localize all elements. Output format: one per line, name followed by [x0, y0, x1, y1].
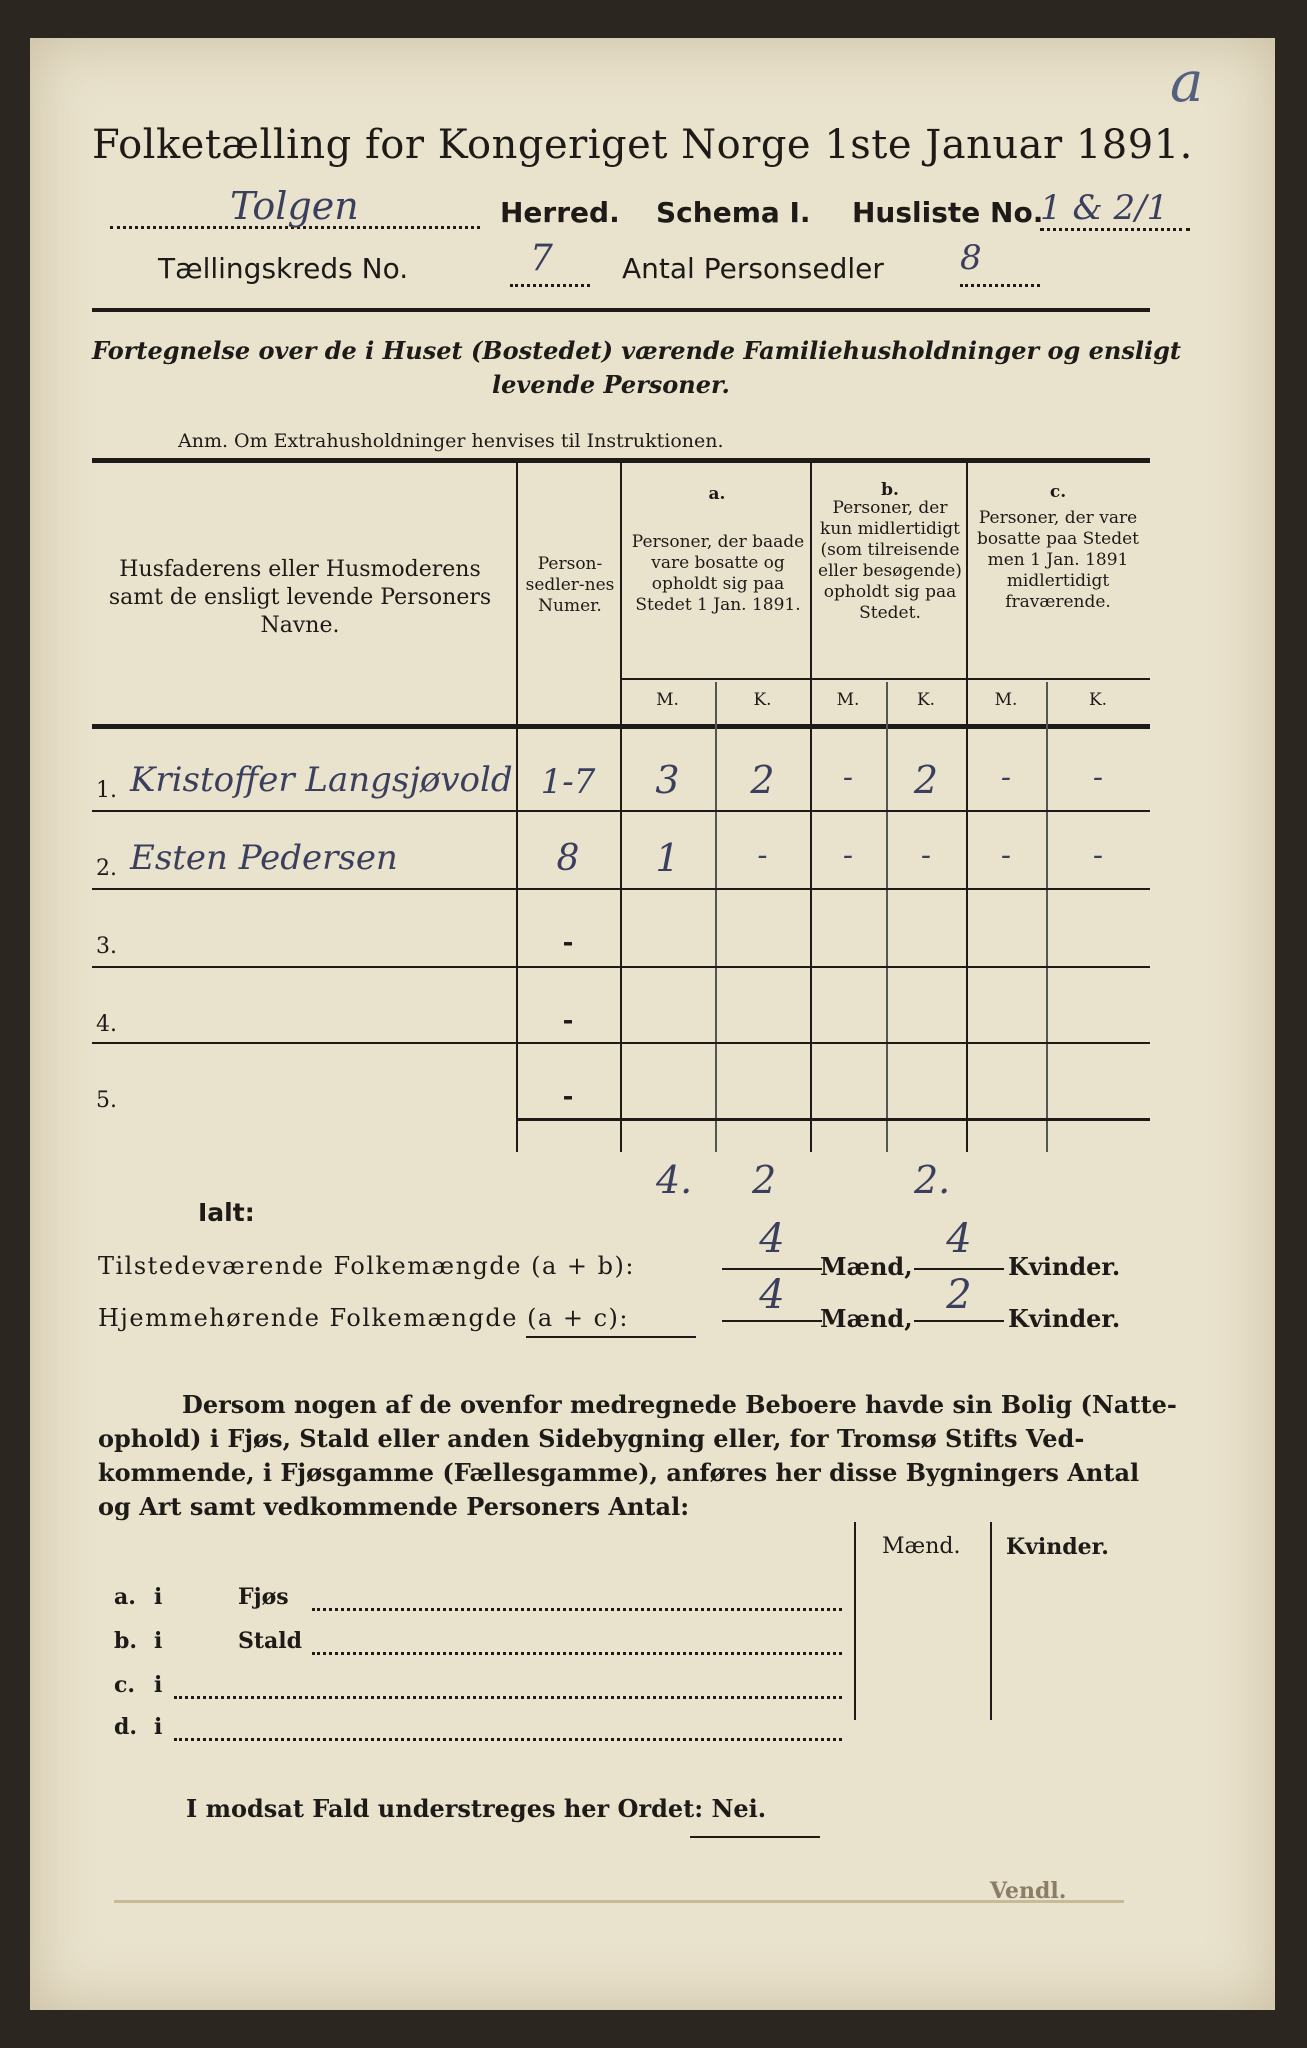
c-m-header: M.: [994, 690, 1018, 710]
mk-divider: [1046, 682, 1048, 1152]
hjemme-kvinder-value: 2: [946, 1272, 972, 1318]
col-c-letter: c.: [1049, 482, 1067, 502]
tilstede-kvinder-line: [914, 1268, 1004, 1270]
mk-divider: [886, 682, 888, 1152]
vend-note: Vendl.: [990, 1878, 1067, 1904]
row-number: 1.: [96, 778, 117, 803]
bolig-item-dots: [312, 1608, 842, 1611]
hjemme-maend-label: Mænd,: [820, 1304, 913, 1333]
bolig-col-divider: [990, 1522, 992, 1720]
herred-value: Tolgen: [230, 184, 359, 228]
b-k-header: K.: [916, 690, 936, 710]
row-a-k: 2: [750, 758, 775, 802]
schema-label: Schema I.: [656, 196, 811, 229]
row-name: Esten Pedersen: [130, 838, 398, 878]
row-numer: 1-7: [540, 762, 596, 802]
mk-rule: [620, 678, 1150, 680]
bolig-para-line2: ophold) i Fjøs, Stald eller anden Sidebygning eller, for Tromsø Stifts Ved-: [98, 1424, 1085, 1453]
bolig-item-i: i: [154, 1714, 163, 1740]
kreds-value: 7: [530, 238, 553, 279]
tilstede-maend-line: [722, 1268, 822, 1270]
ialt-a-m: 4.: [656, 1158, 693, 1202]
row-numer: -: [562, 1006, 574, 1036]
ialt-label: Ialt:: [198, 1198, 255, 1227]
herred-label: Herred.: [500, 196, 620, 229]
antal-underline: [960, 284, 1040, 287]
col-a-letter: a.: [708, 484, 726, 504]
bolig-para-line4: og Art samt vedkommende Personers Antal:: [98, 1492, 690, 1521]
col-divider: [966, 462, 968, 1152]
col-numer-header: Person-sedler-nes Numer.: [525, 554, 615, 616]
bolig-item-i: i: [154, 1584, 163, 1610]
bolig-item-label: Stald: [238, 1628, 303, 1654]
kreds-label: Tællingskreds No.: [158, 252, 409, 285]
bolig-item-i: i: [154, 1628, 163, 1654]
bolig-para-line3: kommende, i Fjøsgamme (Fællesgamme), anføres her disse Bygningers Antal: [98, 1458, 1140, 1487]
nei-underline: [690, 1836, 820, 1838]
antal-value: 8: [960, 238, 982, 278]
row-b-k: -: [920, 838, 932, 873]
husliste-value: 1 & 2/1: [1040, 188, 1169, 228]
bolig-item-label: Fjøs: [238, 1584, 289, 1610]
hjemme-kvinder-label: Kvinder.: [1008, 1304, 1121, 1333]
census-form-page: [30, 38, 1275, 2010]
col-divider: [810, 462, 812, 1152]
corner-mark: a: [1170, 50, 1204, 115]
bolig-item-letter: d.: [114, 1714, 138, 1740]
kreds-underline: [510, 284, 590, 287]
bolig-kvinder-header: Kvinder.: [1006, 1534, 1109, 1560]
row-b-m: -: [842, 838, 854, 873]
row-c-k: -: [1092, 838, 1104, 873]
row-number: 4.: [96, 1012, 117, 1037]
row-c-m: -: [1000, 838, 1012, 873]
section-separator: [526, 1336, 696, 1338]
a-m-header: M.: [656, 690, 679, 710]
hjemme-label: Hjemmehørende Folkemængde (a + c):: [98, 1304, 629, 1332]
row-line: [92, 810, 1150, 812]
bolig-col-divider: [854, 1522, 856, 1720]
mk-divider: [715, 682, 717, 1152]
row-a-k: -: [757, 838, 768, 873]
col-a-header: Personer, der baade vare bosatte og opholdt sig paa Stedet 1 Jan. 1891.: [631, 532, 805, 615]
row-numer: -: [562, 928, 574, 958]
anm-note: Anm. Om Extrahusholdninger henvises til Instruktionen.: [178, 430, 724, 452]
hjemme-maend-value: 4: [759, 1272, 785, 1318]
ialt-a-k: 2: [752, 1158, 777, 1202]
bolig-item-i: i: [154, 1672, 163, 1698]
bolig-item-dots: [312, 1652, 842, 1655]
intro-line2: levende Personer.: [492, 370, 730, 399]
a-k-header: K.: [753, 690, 772, 710]
row-a-m: 1: [655, 836, 680, 880]
hjemme-maend-line: [722, 1320, 822, 1322]
row-a-m: 3: [655, 758, 680, 802]
col-b-letter: b.: [881, 480, 899, 500]
row-b-k: 2: [913, 758, 939, 802]
bolig-item-dots: [174, 1696, 842, 1699]
col-divider: [620, 462, 622, 1152]
nei-footer: I modsat Fald understreges her Ordet: Nei.: [186, 1794, 767, 1823]
header-rule: [92, 308, 1150, 312]
bolig-item-dots: [174, 1738, 842, 1741]
c-k-header: K.: [1088, 690, 1108, 710]
row-b-m: -: [842, 760, 854, 795]
b-m-header: M.: [836, 690, 860, 710]
row-numer: 8: [556, 838, 580, 879]
bottom-rule: [114, 1900, 1124, 1903]
tilstede-maend-value: 4: [759, 1216, 785, 1262]
col-divider: [516, 462, 518, 1152]
row-c-m: -: [1000, 760, 1012, 795]
row-number: 3.: [96, 934, 117, 959]
col-b-header: Personer, der kun midlertidigt (som tilreisende eller besøgende) opholdt sig paa Stedet.: [818, 498, 962, 623]
tilstede-maend-label: Mænd,: [820, 1252, 913, 1281]
row-line: [516, 1118, 1150, 1121]
row-line: [92, 1042, 1150, 1044]
tilstede-kvinder-value: 4: [946, 1216, 972, 1262]
bolig-para-line1: Dersom nogen af de ovenfor medregnede Beboere havde sin Bolig (Natte-: [182, 1390, 1177, 1419]
bolig-maend-header: Mænd.: [882, 1534, 961, 1559]
row-number: 5.: [96, 1088, 117, 1113]
row-number: 2.: [96, 856, 117, 881]
row-name: Kristoffer Langsjøvold: [130, 760, 513, 800]
row-c-k: -: [1092, 760, 1104, 795]
form-title: Folketælling for Kongeriget Norge 1ste Januar 1891.: [92, 122, 1193, 168]
row-line: [92, 966, 1150, 968]
hjemme-kvinder-line: [914, 1320, 1004, 1322]
row-numer: -: [562, 1082, 574, 1112]
col-name-header: Husfaderens eller Husmoderens samt de ensligt levende Personers Navne.: [108, 557, 492, 638]
tilstede-label: Tilstedeværende Folkemængde (a + b):: [98, 1252, 635, 1280]
row-line: [92, 888, 1150, 890]
husliste-underline: [1040, 228, 1190, 231]
husliste-label: Husliste No.: [852, 196, 1044, 229]
bolig-item-letter: a.: [114, 1584, 136, 1610]
col-c-header: Personer, der vare bosatte paa Stedet men 1 Jan. 1891 midlertidigt fraværende.: [977, 508, 1139, 612]
bolig-item-letter: c.: [114, 1672, 136, 1698]
ialt-b-k: 2.: [914, 1158, 951, 1202]
antal-label: Antal Personsedler: [622, 252, 884, 285]
tilstede-kvinder-label: Kvinder.: [1008, 1252, 1121, 1281]
intro-line1: Fortegnelse over de i Huset (Bostedet) værende Familiehusholdninger og ensligt: [92, 336, 1181, 365]
bolig-item-letter: b.: [114, 1628, 138, 1654]
